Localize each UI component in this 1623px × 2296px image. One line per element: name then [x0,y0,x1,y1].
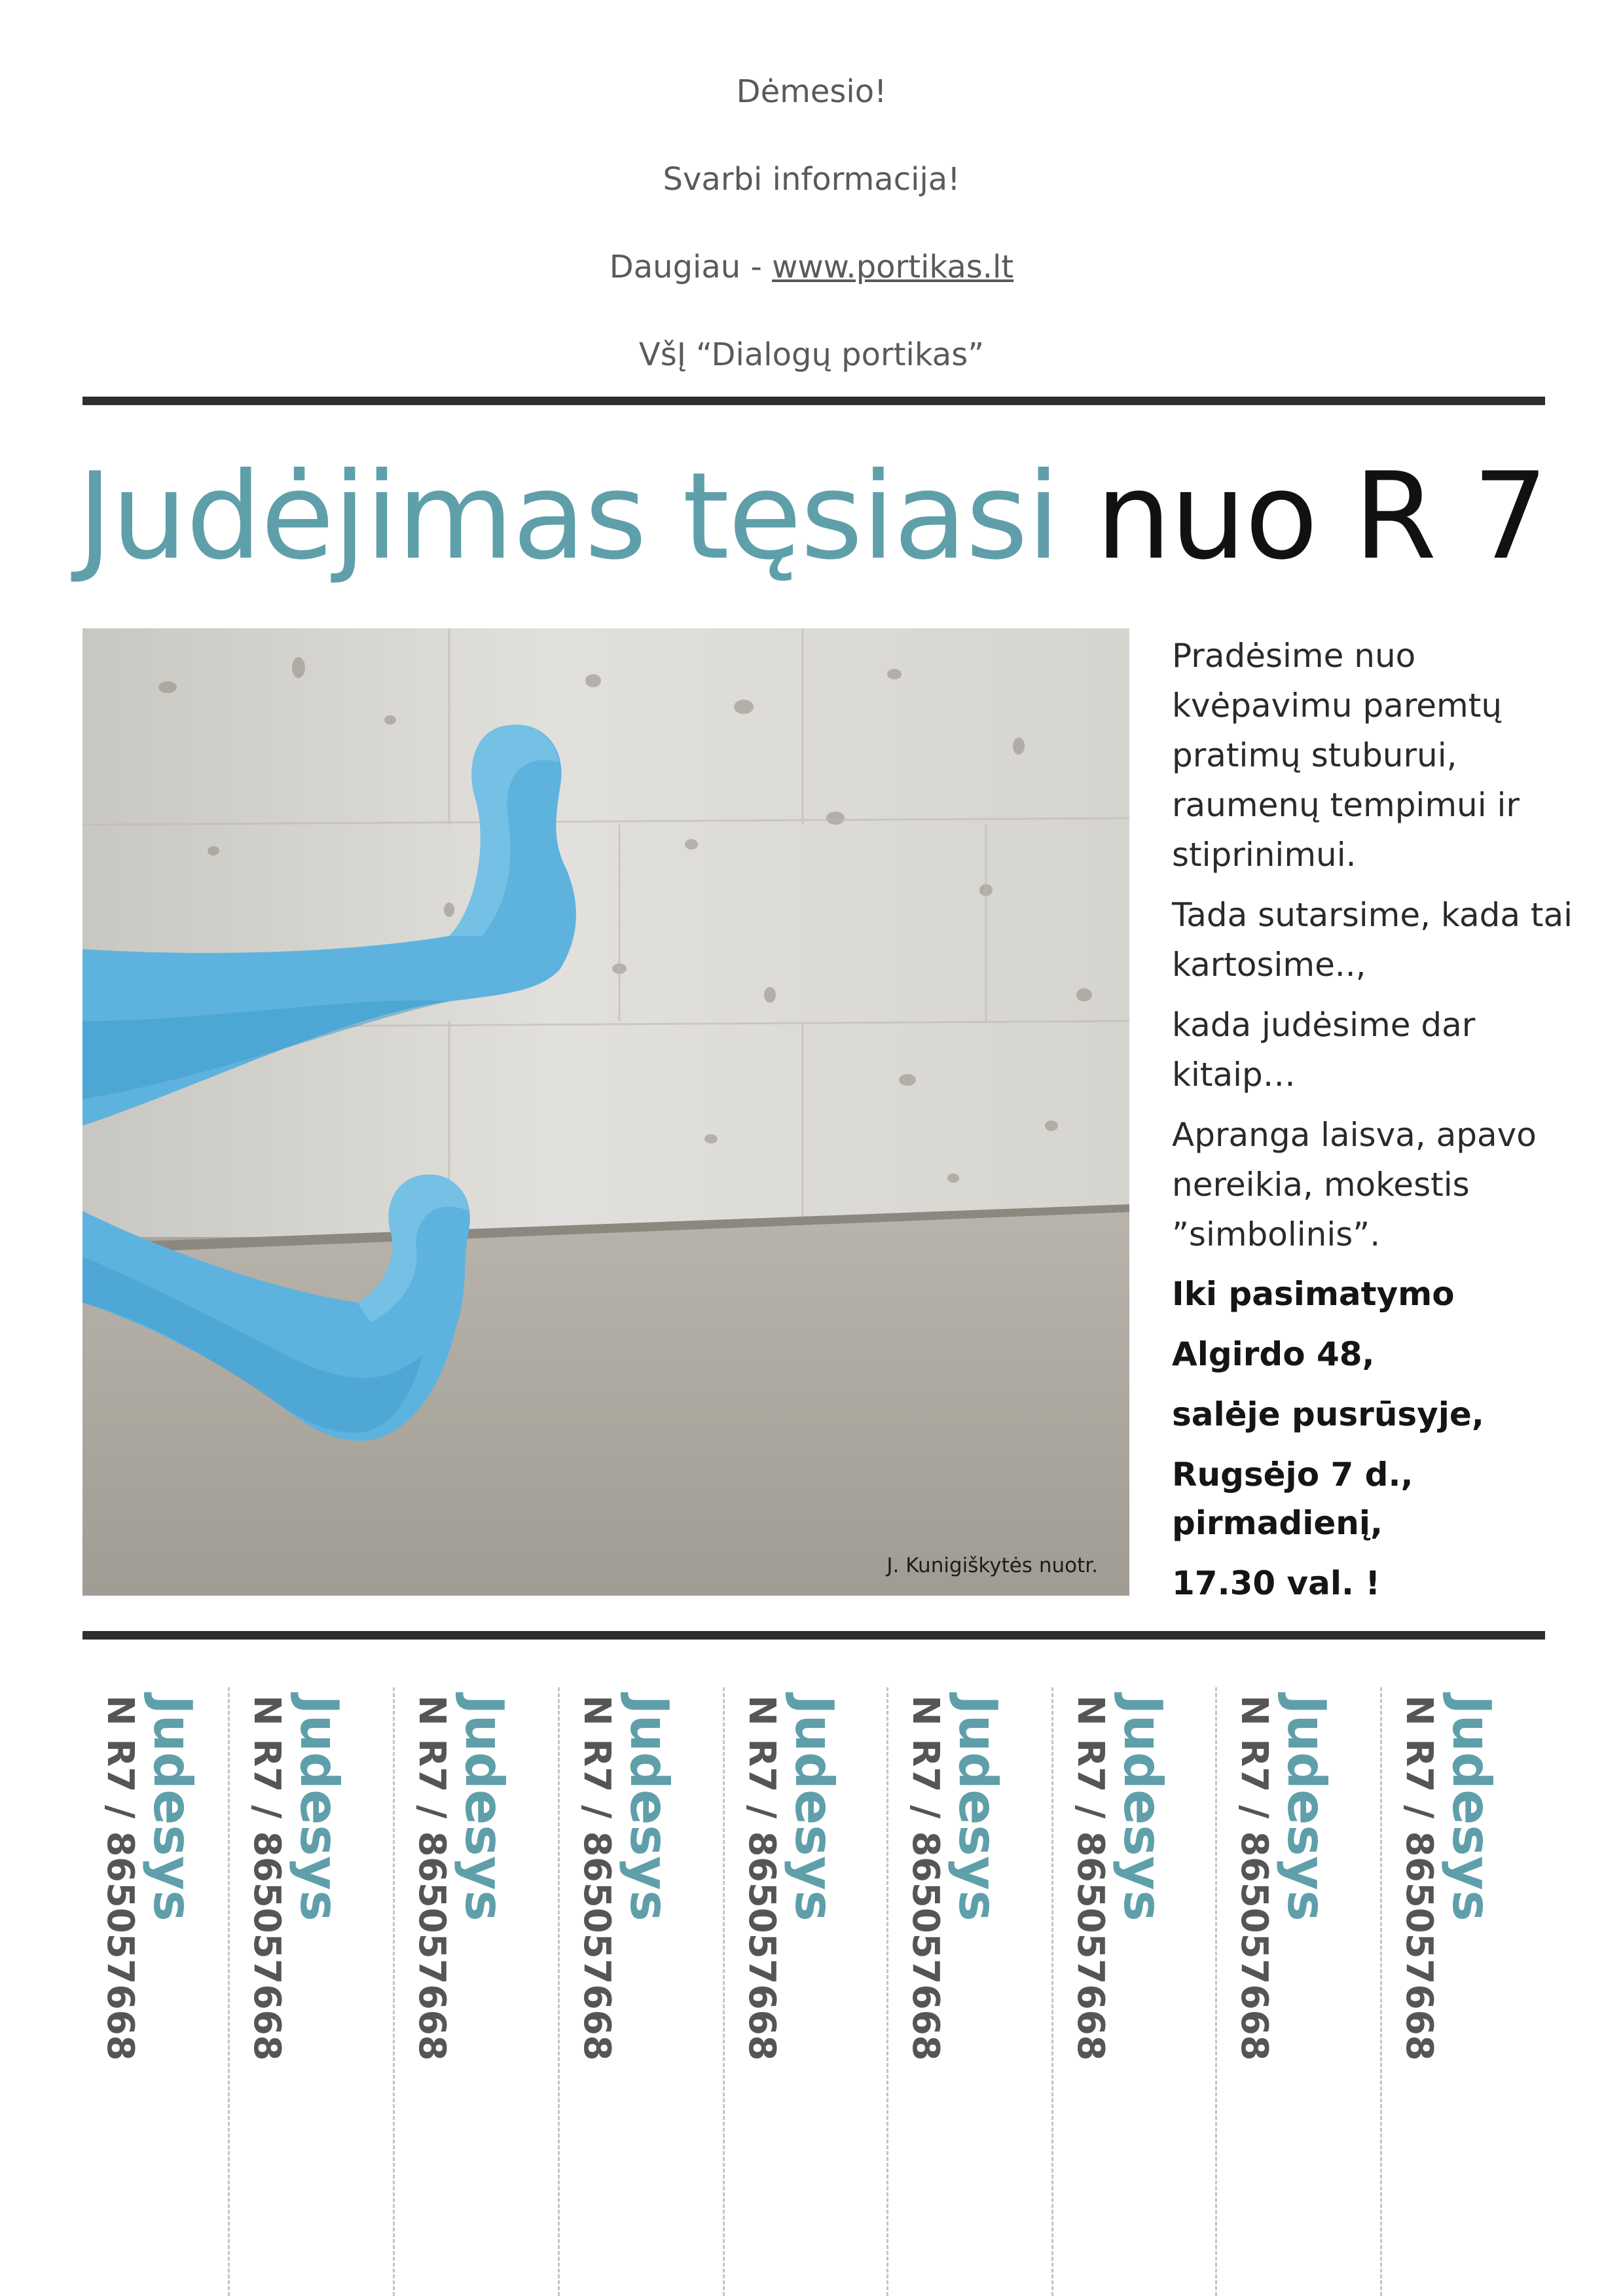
wall [82,628,1129,1237]
tab-text [574,1695,678,2062]
notice-subheading: Svarbi informacija! [663,161,960,198]
event-description [1172,631,1591,1619]
tab-contact: N R7 / 865057668 [904,1695,947,2061]
tab-text [1231,1695,1336,2062]
event-date: Rugsėjo 7 d., pirmadienį, [1172,1456,1413,1542]
tab-text [244,1695,348,2062]
tear-off-tab[interactable] [724,1687,889,2296]
tear-off-tab[interactable] [888,1687,1053,2296]
event-time: 17.30 val. ! [1172,1564,1381,1602]
tab-title: Judesys [1276,1695,1337,1922]
tab-text [97,1695,202,2062]
tab-contact: N R7 / 865057668 [99,1695,141,2061]
tab-text [1067,1695,1172,2062]
tab-title: Judesys [784,1695,845,1922]
tab-contact: N R7 / 865057668 [1398,1695,1440,2061]
photo-feet-in-blue-tights [82,628,1129,1596]
notice-heading: Dėmesio! [736,73,887,110]
event-room: salėje pusrūsyje, [1172,1395,1484,1433]
tab-title: Judesys [454,1695,515,1922]
floor [82,1212,1129,1596]
tear-off-tab[interactable] [559,1687,724,2296]
tab-contact: N R7 / 865057668 [1069,1695,1112,2061]
description-paragraph: Pradėsime nuo kvėpavimu paremtų pratimų stuburui, raumenų tempimui ir stiprinimui. [1172,637,1520,874]
tab-title: Judesys [1441,1695,1502,1922]
title-accent: Judėjimas tęsiasi [77,447,1059,586]
tear-off-tab[interactable] [1381,1687,1546,2296]
notice-more-info [0,247,1623,287]
tab-contact: N R7 / 865057668 [246,1695,288,2061]
tear-off-tab[interactable] [82,1687,247,2296]
photo-illustration [82,628,1129,1596]
tab-title: Judesys [947,1695,1008,1922]
tab-contact: N R7 / 865057668 [575,1695,618,2061]
description-paragraph: kada judėsime dar kitaip… [1172,1006,1476,1094]
event-address: Algirdo 48, [1172,1335,1375,1373]
closing-greeting: Iki pasimatymo [1172,1275,1455,1313]
tab-text [739,1695,843,2062]
top-divider [82,397,1545,405]
tab-title: Judesys [142,1695,203,1922]
tear-off-tab[interactable] [229,1687,394,2296]
description-paragraph: Apranga laisva, apavo nereikia, mokestis ”simbolinis”. [1172,1116,1537,1253]
tear-off-tab[interactable] [1053,1687,1218,2296]
description-paragraph: Tada sutarsime, kada tai kartosime.., [1172,896,1573,984]
bottom-divider [82,1631,1545,1640]
tab-title: Judesys [1112,1695,1173,1922]
tear-off-tab[interactable] [1216,1687,1381,2296]
website-link[interactable]: www.portikas.lt [772,249,1014,285]
photo-credit: J. Kunigiškytės nuotr. [886,1554,1098,1577]
tab-title: Judesys [619,1695,680,1922]
tear-off-tab[interactable] [394,1687,559,2296]
more-info-label: Daugiau - [609,249,773,285]
tab-contact: N R7 / 865057668 [1233,1695,1275,2061]
page-title [77,445,1583,589]
tab-text [902,1695,1007,2062]
tear-off-tabs [82,1687,1545,2296]
organization-name: VšĮ “Dialogų portikas” [638,336,985,373]
tab-title: Judesys [289,1695,350,1922]
tab-text [409,1695,513,2062]
tab-contact: N R7 / 865057668 [410,1695,453,2061]
title-dark: nuo R 7 [1059,447,1548,586]
tab-text [1396,1695,1501,2062]
tab-contact: N R7 / 865057668 [740,1695,783,2061]
